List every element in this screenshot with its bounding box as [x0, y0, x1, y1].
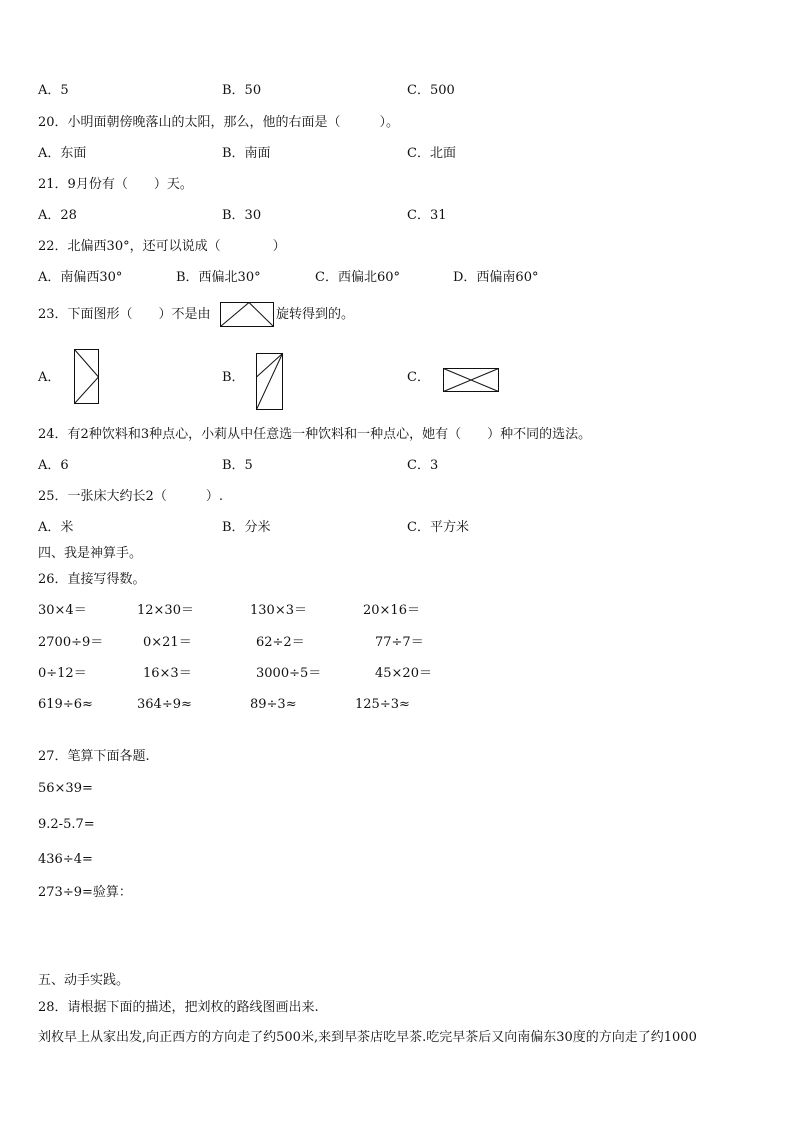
q26-item: 45×20＝ [375, 666, 432, 681]
q23-option-a: A． [38, 370, 61, 385]
q26-item: 77÷7＝ [375, 635, 424, 650]
q26-item: 364÷9≈ [137, 697, 192, 712]
q24-option-c: C．3 [407, 458, 439, 473]
q26-item: 3000÷5＝ [256, 666, 322, 681]
q26-item: 16×3＝ [143, 666, 192, 681]
q27-item: 273÷9=验算： [38, 885, 132, 900]
q24-option-b: B．5 [222, 458, 253, 473]
q26-item: 130×3＝ [250, 603, 307, 618]
q28-stem: 28．请根据下面的描述，把刘枚的路线图画出来. [38, 1000, 319, 1015]
q22-option-b: B．西偏北30° [176, 270, 261, 285]
q27-stem: 27．笔算下面各题. [38, 749, 150, 764]
q23-figure-c [443, 368, 499, 392]
q20-option-b: B．南面 [222, 146, 271, 161]
q22-stem: 22．北偏西30°，还可以说成（ ） [38, 239, 286, 254]
q26-item: 30×4＝ [38, 603, 87, 618]
q26-item: 89÷3≈ [250, 697, 297, 712]
q21-stem: 21．9月份有（ ）天。 [38, 177, 193, 192]
q27-item: 56×39= [38, 781, 93, 796]
q23-figure-b [256, 353, 283, 410]
q26-item: 0×21＝ [143, 635, 192, 650]
q20-stem: 20．小明面朝傍晚落山的太阳，那么，他的右面是（ ）。 [38, 115, 400, 130]
q23-option-c: C． [407, 370, 430, 385]
q27-item: 436÷4= [38, 852, 93, 867]
q26-item: 20×16＝ [363, 603, 420, 618]
q21-option-b: B．30 [222, 208, 262, 223]
q26-item: 619÷6≈ [38, 697, 93, 712]
q25-stem: 25．一张床大约长2（ ）. [38, 489, 223, 504]
q23-option-b: B． [222, 370, 245, 385]
q19-option-a: A．5 [38, 83, 69, 98]
q24-stem: 24．有2种饮料和3种点心，小莉从中任意选一种饮料和一种点心，她有（ ）种不同的选法。 [38, 427, 592, 442]
q26-item: 2700÷9＝ [38, 635, 104, 650]
q23-stem-post: 旋转得到的。 [276, 307, 355, 322]
section5-title: 五、动手实践。 [38, 973, 130, 988]
q26-item: 62÷2＝ [256, 635, 305, 650]
q21-option-c: C．31 [407, 208, 447, 223]
q22-option-d: D．西偏南60° [453, 270, 539, 285]
q26-item: 125÷3≈ [355, 697, 410, 712]
q23-stem-pre: 23．下面图形（ ）不是由 [38, 307, 211, 322]
q25-option-b: B．分米 [222, 520, 271, 535]
q19-option-b: B．50 [222, 83, 262, 98]
section4-title: 四、我是神算手。 [38, 546, 143, 561]
q23-figure-a [74, 349, 99, 404]
q22-option-a: A．南偏西30° [38, 270, 123, 285]
q27-item: 9.2-5.7= [38, 817, 95, 832]
q26-item: 12×30＝ [137, 603, 194, 618]
q24-option-a: A．6 [38, 458, 69, 473]
q22-option-c: C．西偏北60° [315, 270, 400, 285]
q21-option-a: A．28 [38, 208, 77, 223]
q26-item: 0÷12＝ [38, 666, 87, 681]
q28-description: 刘枚早上从家出发,向正西方的方向走了约500米,来到早茶店吃早茶.吃完早茶后又向南偏东30度的方向走了约1000 [38, 1030, 697, 1045]
q20-option-c: C．北面 [407, 146, 456, 161]
q19-option-c: C．500 [407, 83, 455, 98]
q26-stem: 26．直接写得数。 [38, 572, 146, 587]
q23-source-figure [220, 302, 274, 327]
q25-option-a: A．米 [38, 520, 74, 535]
q20-option-a: A．东面 [38, 146, 87, 161]
q25-option-c: C．平方米 [407, 520, 469, 535]
